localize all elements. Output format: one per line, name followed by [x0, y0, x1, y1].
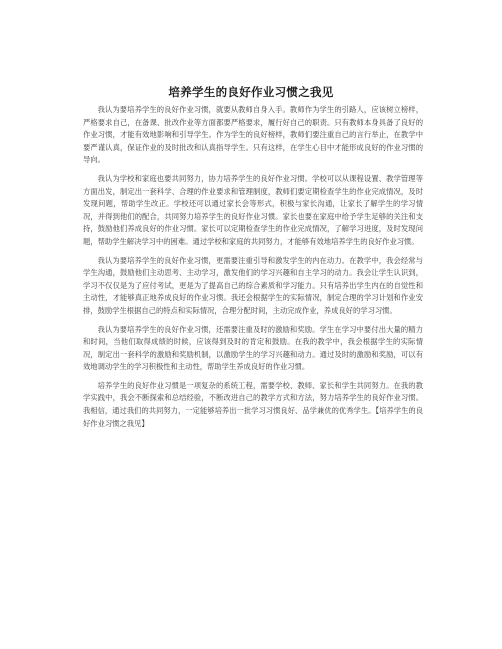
document-body [83, 104, 423, 436]
paragraph: 我认为要培养学生的良好作业习惯，更需要注重引导和激发学生的内在动力。在教学中，我会经常与学生沟通，鼓励他们主动思考、主动学习，激发他们的学习兴趣和自主学习的动力。我会让学生认识到，学习不仅仅是为了应付考试，更是为了提高自己的综合素质和学习能力。只有培养出学生内在的自觉性和主动性，才能够真正地养成良好的作业习惯。我还会根据学生的实际情况，制定合理的学习计划和作业安排，鼓励学生根据自己的特点和实际情况，合理分配时间，主动完成作业，养成良好的学习习惯。 [83, 255, 423, 315]
document-title: 培养学生的良好作业习惯之我见 [168, 85, 334, 99]
paragraph: 我认为要培养学生的良好作业习惯，就要从教师自身入手。教师作为学生的引路人，应该树立榜样，严格要求自己，在备课、批改作业等方面都要严格要求，履行好自己的职责。只有教师本身具备了良好的作业习惯，才能有效地影响和引导学生。作为学生的良好榜样，教师们要注重自己的言行举止，在教学中要严谨认真，保证作业的及时批改和认真指导学生。只有这样，在学生心目中才能形成良好的作业习惯的导向。 [83, 105, 423, 165]
paragraph: 培养学生的良好作业习惯是一项复杂的系统工程，需要学校、教师、家长和学生共同努力。在我的教学实践中，我会不断探索和总结经验，不断改进自己的教学方式和方法，努力培养学生的良好作业习惯。我相信，通过我们的共同努力，一定能够培养出一批学习习惯良好、品学兼优的优秀学生。【培养学生的良好作业习惯之我见】 [83, 380, 423, 428]
paragraph: 我认为要培养学生的良好作业习惯，还需要注重及时的激励和奖励。学生在学习中要付出大量的精力和时间，当他们取得成绩的时候，应该得到及时的肯定和鼓励。在我的教学中，我会根据学生的实际情况，制定出一套科学的激励和奖励机制，以激励学生的学习兴趣和动力。通过及时的激励和奖励，可以有效地调动学生的学习积极性和主动性，帮助学生养成良好的作业习惯。 [83, 324, 423, 372]
paragraph: 我认为学校和家庭也要共同努力，协力培养学生的良好作业习惯。学校可以从课程设置、教学管理等方面出发，制定出一套科学、合理的作业要求和管理制度，教师们要定期检查学生的作业完成情况，及时发现问题，帮助学生改正。学校还可以通过家长会等形式，积极与家长沟通，让家长了解学生的学习情况，并得到他们的配合，共同努力培养学生的良好作业习惯。家长也要在家庭中给予学生足够的关注和支持，鼓励他们养成良好的作业习惯。家长可以定期检查学生的作业完成情况，了解学习进度，及时发现问题，帮助学生解决学习中的困难。通过学校和家庭的共同努力，才能够有效地培养学生的良好作业习惯。 [83, 173, 423, 246]
